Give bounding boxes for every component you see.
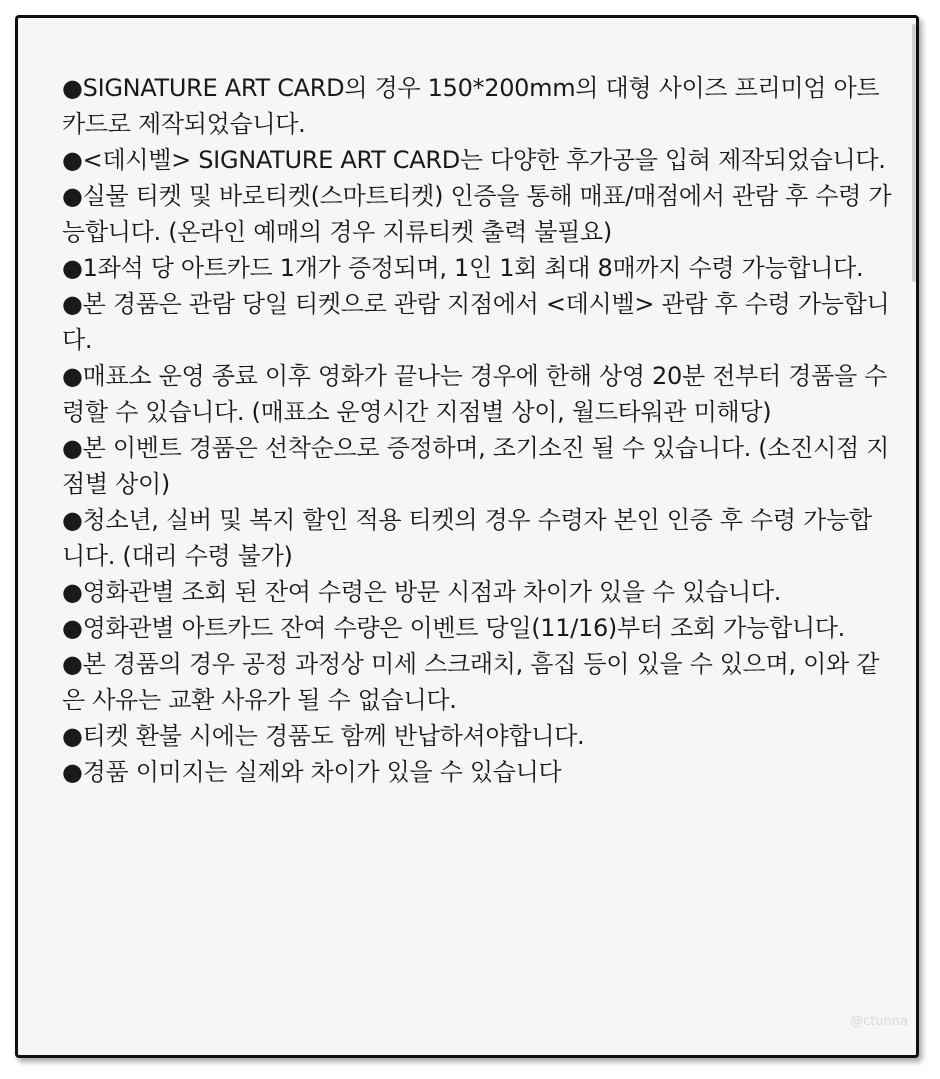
notice-item: ●실물 티켓 및 바로티켓(스마트티켓) 인증을 통해 매표/매점에서 관람 후 수령 가능합니다. (온라인 예매의 경우 지류티켓 출력 불필요) (62, 182, 892, 246)
watermark: @ctunna (850, 1014, 908, 1029)
scrollbar[interactable] (912, 24, 916, 282)
notice-panel (15, 15, 919, 1058)
notice-list (62, 70, 892, 790)
notice-item: ●매표소 운영 종료 이후 영화가 끝나는 경우에 한해 상영 20분 전부터 경품을 수령할 수 있습니다. (매표소 운영시간 지점별 상이, 월드타워관 미해당) (62, 362, 888, 426)
notice-item: ●영화관별 조회 된 잔여 수령은 방문 시점과 차이가 있을 수 있습니다. (62, 578, 782, 606)
notice-item: ●SIGNATURE ART CARD의 경우 150*200mm의 대형 사이즈 프리미엄 아트카드로 제작되었습니다. (62, 74, 880, 138)
notice-item: ●본 이벤트 경품은 선착순으로 증정하며, 조기소진 될 수 있습니다. (소진시점 지점별 상이) (62, 434, 890, 498)
notice-item: ●1좌석 당 아트카드 1개가 증정되며, 1인 1회 최대 8매까지 수령 가능합니다. (62, 254, 864, 282)
notice-item: ●영화관별 아트카드 잔여 수량은 이벤트 당일(11/16)부터 조회 가능합니다. (62, 614, 845, 642)
notice-item: ●본 경품의 경우 공정 과정상 미세 스크래치, 흠집 등이 있을 수 있으며, 이와 같은 사유는 교환 사유가 될 수 없습니다. (62, 650, 880, 714)
notice-item: ●<데시벨> SIGNATURE ART CARD는 다양한 후가공을 입혀 제작되었습니다. (62, 146, 886, 174)
notice-item: ●경품 이미지는 실제와 차이가 있을 수 있습니다 (62, 758, 562, 786)
notice-item: ●티켓 환불 시에는 경품도 함께 반납하셔야합니다. (62, 722, 585, 750)
notice-item: ●본 경품은 관람 당일 티켓으로 관람 지점에서 <데시벨> 관람 후 수령 가능합니다. (62, 290, 890, 354)
notice-item: ●청소년, 실버 및 복지 할인 적용 티켓의 경우 수령자 본인 인증 후 수령 가능합니다. (대리 수령 불가) (62, 506, 872, 570)
